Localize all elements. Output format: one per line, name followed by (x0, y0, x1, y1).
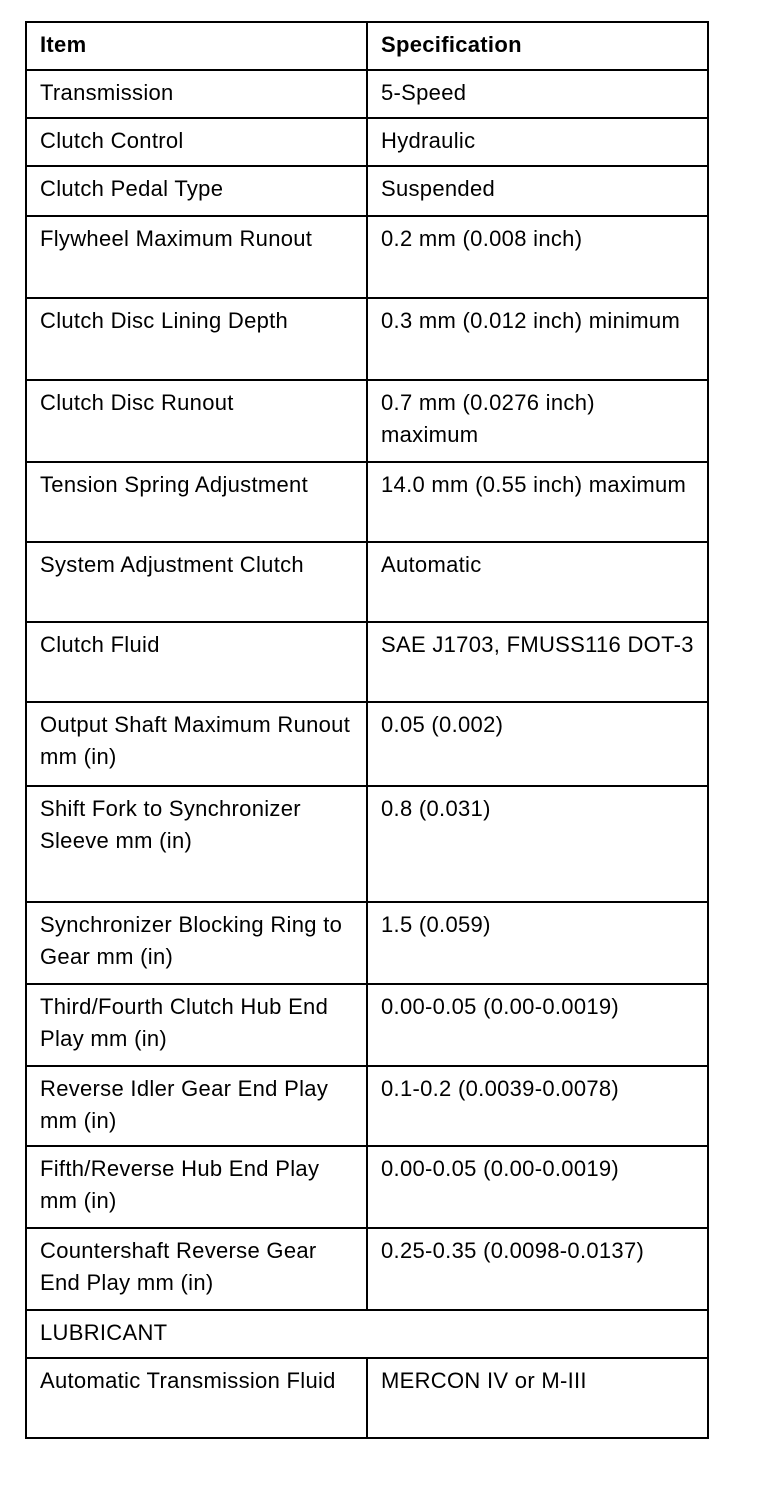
specification-cell: SAE J1703, FMUSS116 DOT-3 (367, 622, 708, 702)
section-row-lubricant (26, 1310, 708, 1358)
column-header-specification: Specification (367, 22, 708, 70)
specification-cell: 0.05 (0.002) (367, 702, 708, 786)
specification-cell: 1.5 (0.059) (367, 902, 708, 984)
specification-cell: 0.3 mm (0.012 inch) minimum (367, 298, 708, 380)
table-row (26, 1358, 708, 1438)
specification-cell: 0.2 mm (0.008 inch) (367, 216, 708, 298)
specification-cell: 14.0 mm (0.55 inch) maximum (367, 462, 708, 542)
specification-cell: 0.8 (0.031) (367, 786, 708, 902)
section-label: LUBRICANT (26, 1310, 708, 1358)
item-cell: Reverse Idler Gear End Play mm (in) (26, 1066, 367, 1146)
table-row (26, 1066, 708, 1146)
specification-cell: 0.25-0.35 (0.0098-0.0137) (367, 1228, 708, 1310)
item-cell: Clutch Control (26, 118, 367, 166)
specification-cell: Suspended (367, 166, 708, 216)
item-cell: Clutch Fluid (26, 622, 367, 702)
item-cell: Fifth/Reverse Hub End Play mm (in) (26, 1146, 367, 1228)
specification-cell: 0.00-0.05 (0.00-0.0019) (367, 1146, 708, 1228)
specification-cell: Hydraulic (367, 118, 708, 166)
table-row (26, 380, 708, 462)
table-row (26, 118, 708, 166)
table-row (26, 216, 708, 298)
item-cell: Tension Spring Adjustment (26, 462, 367, 542)
item-cell: Output Shaft Maximum Runout mm (in) (26, 702, 367, 786)
table-row (26, 786, 708, 902)
specification-cell: 0.1-0.2 (0.0039-0.0078) (367, 1066, 708, 1146)
table-row (26, 462, 708, 542)
item-cell: Flywheel Maximum Runout (26, 216, 367, 298)
specification-table (25, 21, 709, 1439)
table-row (26, 902, 708, 984)
table-row (26, 166, 708, 216)
specification-cell: 5-Speed (367, 70, 708, 118)
item-cell: Transmission (26, 70, 367, 118)
specification-cell: MERCON IV or M-III (367, 1358, 708, 1438)
item-cell: Shift Fork to Synchronizer Sleeve mm (in) (26, 786, 367, 902)
item-cell: Countershaft Reverse Gear End Play mm (in) (26, 1228, 367, 1310)
item-cell: Clutch Pedal Type (26, 166, 367, 216)
specification-cell: Automatic (367, 542, 708, 622)
table-row (26, 702, 708, 786)
table-row (26, 542, 708, 622)
table-row (26, 70, 708, 118)
item-cell: Clutch Disc Runout (26, 380, 367, 462)
table-row (26, 984, 708, 1066)
item-cell: Automatic Transmission Fluid (26, 1358, 367, 1438)
specification-cell: 0.00-0.05 (0.00-0.0019) (367, 984, 708, 1066)
table-row (26, 622, 708, 702)
item-cell: Third/Fourth Clutch Hub End Play mm (in) (26, 984, 367, 1066)
table-row (26, 1228, 708, 1310)
specification-cell: 0.7 mm (0.0276 inch) maximum (367, 380, 708, 462)
table-header-row (26, 22, 708, 70)
item-cell: Clutch Disc Lining Depth (26, 298, 367, 380)
column-header-item: Item (26, 22, 367, 70)
item-cell: Synchronizer Blocking Ring to Gear mm (in) (26, 902, 367, 984)
item-cell: System Adjustment Clutch (26, 542, 367, 622)
table-row (26, 298, 708, 380)
table-row (26, 1146, 708, 1228)
